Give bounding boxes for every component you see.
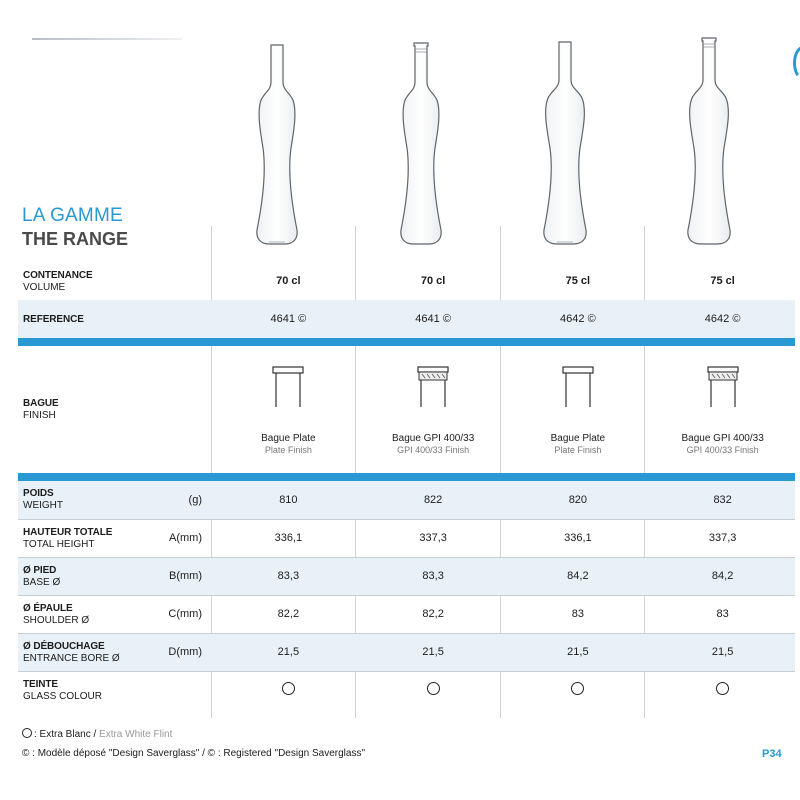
- unit-label: A(mm): [169, 532, 202, 544]
- gpi-finish-icon: [706, 365, 740, 409]
- plate-finish-icon: [271, 365, 305, 409]
- row-label: BAGUE FINISH: [23, 398, 59, 421]
- row-volume: [18, 262, 795, 300]
- row-entrance-bore: [18, 633, 795, 671]
- cell-weight: 820: [506, 481, 651, 519]
- extra-white-flint-circle-icon: [571, 682, 584, 695]
- cell-shoulder: 83: [650, 595, 795, 633]
- cell-finish: Bague GPI 400/33 GPI 400/33 Finish: [650, 346, 795, 473]
- cell-height: 336,1: [506, 519, 651, 557]
- legend-en: Extra White Flint: [99, 729, 173, 740]
- cell-bore: 21,5: [650, 633, 795, 671]
- cell-base: 83,3: [216, 557, 361, 595]
- extra-white-flint-circle-icon: [282, 682, 295, 695]
- cell-bore: 21,5: [506, 633, 651, 671]
- cell-colour: [361, 671, 506, 709]
- cell-reference: 4641 ©: [270, 313, 307, 325]
- cell-weight: 810: [216, 481, 361, 519]
- cell-finish: Bague Plate Plate Finish: [216, 346, 361, 473]
- row-total-height: [18, 519, 795, 557]
- cell-volume: 70 cl: [420, 275, 446, 287]
- cell-colour: [216, 671, 361, 709]
- spec-table: [18, 262, 795, 709]
- cell-volume: 75 cl: [565, 275, 591, 287]
- bottle-plate-finish-75cl-image: [527, 30, 603, 252]
- plate-finish-icon: [561, 365, 595, 409]
- cell-reference: 4642 ©: [560, 313, 596, 325]
- page-number: P34: [762, 748, 782, 760]
- row-label: Ø DÉBOUCHAGE ENTRANCE BORE Ø D(mm): [18, 633, 216, 671]
- colour-legend: [22, 728, 172, 740]
- unit-label: C(mm): [168, 608, 202, 620]
- unit-label: B(mm): [169, 570, 202, 582]
- legend-circle-icon: [22, 728, 32, 738]
- cell-volume: 75 cl: [710, 275, 735, 287]
- extra-white-flint-circle-icon: [716, 682, 729, 695]
- cell-weight: 822: [361, 481, 506, 519]
- cell-height: 336,1: [216, 519, 361, 557]
- cell-reference: 4641 ©: [415, 313, 451, 325]
- row-glass-colour: [18, 671, 795, 709]
- cell-base: 83,3: [361, 557, 506, 595]
- range-title-fr: LA GAMME: [22, 205, 123, 226]
- row-label: CONTENANCE VOLUME: [23, 269, 93, 293]
- cell-shoulder: 82,2: [361, 595, 506, 633]
- cell-bore: 21,5: [361, 633, 506, 671]
- cell-base: 84,2: [650, 557, 795, 595]
- bottle-gpi-finish-70cl-image: [383, 30, 459, 252]
- row-label: HAUTEUR TOTALE TOTAL HEIGHT A(mm): [18, 519, 216, 557]
- cell-height: 337,3: [650, 519, 795, 557]
- legend-fr: : Extra Blanc /: [34, 729, 100, 740]
- row-label: Ø PIED BASE Ø B(mm): [18, 557, 216, 595]
- cell-bore: 21,5: [216, 633, 361, 671]
- row-label: Ø ÉPAULE SHOULDER Ø C(mm): [18, 595, 216, 633]
- cell-finish: Bague GPI 400/33 GPI 400/33 Finish: [361, 346, 506, 473]
- cell-reference: 4642 ©: [704, 313, 741, 325]
- cell-height: 337,3: [361, 519, 506, 557]
- row-label: POIDS WEIGHT (g): [18, 481, 216, 519]
- row-shoulder-diameter: [18, 595, 795, 633]
- design-footnote: © : Modèle déposé "Design Saverglass" / © : Registered "Design Saverglass": [22, 748, 365, 759]
- row-label: TEINTE GLASS COLOUR: [23, 678, 102, 702]
- row-weight: [18, 481, 795, 519]
- cell-base: 84,2: [506, 557, 651, 595]
- bottle-gpi-finish-75cl-image: [671, 30, 747, 252]
- row-finish: [18, 346, 795, 473]
- cell-weight: 832: [650, 481, 795, 519]
- cell-finish: Bague Plate Plate Finish: [506, 346, 651, 473]
- bottle-plate-finish-70cl-image: [239, 30, 315, 252]
- range-title-en: THE RANGE: [22, 229, 129, 249]
- cell-colour: [506, 671, 651, 709]
- unit-label: D(mm): [168, 646, 202, 658]
- unit-label: (g): [188, 493, 202, 506]
- row-reference: [18, 300, 795, 338]
- row-base-diameter: [18, 557, 795, 595]
- accent-divider: [18, 473, 795, 481]
- extra-white-flint-circle-icon: [427, 682, 440, 695]
- cell-colour: [650, 671, 795, 709]
- cell-shoulder: 82,2: [216, 595, 361, 633]
- cell-shoulder: 83: [506, 595, 651, 633]
- range-title: [22, 205, 128, 250]
- accent-divider: [18, 338, 795, 346]
- row-label: REFERENCE: [23, 313, 84, 325]
- cell-volume: 70 cl: [276, 275, 301, 287]
- gpi-finish-icon: [416, 365, 450, 409]
